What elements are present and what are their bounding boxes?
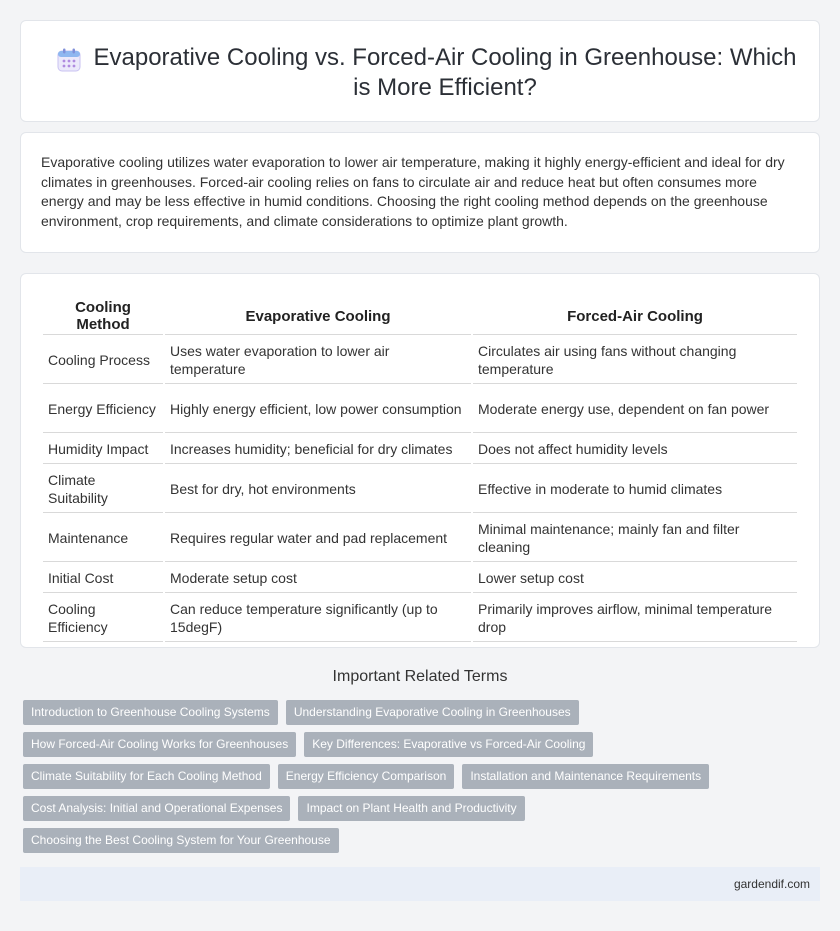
comparison-table — [41, 294, 799, 644]
title-row — [51, 43, 799, 103]
related-term-link[interactable]: How Forced-Air Cooling Works for Greenhouses — [23, 732, 296, 757]
row-label: Climate Suitability — [43, 466, 163, 513]
table-row — [43, 435, 797, 464]
row-label: Cooling Efficiency — [43, 595, 163, 642]
evaporative-cell: Uses water evaporation to lower air temperature — [165, 337, 471, 384]
related-term-link[interactable]: Introduction to Greenhouse Cooling Systems — [23, 700, 278, 725]
footer — [20, 867, 820, 901]
forced-air-cell: Effective in moderate to humid climates — [473, 466, 797, 513]
page-title: Evaporative Cooling vs. Forced-Air Cooling in Greenhouse: Which is More Efficient? — [93, 44, 797, 101]
evaporative-cell: Highly energy efficient, low power consumption — [165, 386, 471, 433]
related-term-link[interactable]: Installation and Maintenance Requirements — [462, 764, 709, 789]
evaporative-cell: Can reduce temperature significantly (up to 15degF) — [165, 595, 471, 642]
row-label: Cooling Process — [43, 337, 163, 384]
table-row — [43, 337, 797, 384]
intro-card — [20, 132, 820, 253]
table-row — [43, 595, 797, 642]
footer-site-link[interactable]: gardendif.com — [733, 877, 810, 891]
table-row — [43, 515, 797, 562]
table-row — [43, 564, 797, 593]
related-term-link[interactable]: Energy Efficiency Comparison — [278, 764, 455, 789]
related-term-link[interactable]: Choosing the Best Cooling System for Your Greenhouse — [23, 828, 339, 853]
related-term-link[interactable]: Impact on Plant Health and Productivity — [298, 796, 524, 821]
evaporative-cell: Best for dry, hot environments — [165, 466, 471, 513]
evaporative-cell: Requires regular water and pad replacement — [165, 515, 471, 562]
calendar-icon — [55, 46, 83, 74]
forced-air-cell: Minimal maintenance; mainly fan and filter cleaning — [473, 515, 797, 562]
header-forced-air: Forced-Air Cooling — [473, 296, 797, 335]
related-term-link[interactable]: Understanding Evaporative Cooling in Greenhouses — [286, 700, 579, 725]
forced-air-cell: Circulates air using fans without changing temperature — [473, 337, 797, 384]
related-term-link[interactable]: Key Differences: Evaporative vs Forced-Air Cooling — [304, 732, 593, 757]
row-label: Humidity Impact — [43, 435, 163, 464]
forced-air-cell: Lower setup cost — [473, 564, 797, 593]
row-label: Energy Efficiency — [43, 386, 163, 433]
related-term-link[interactable]: Climate Suitability for Each Cooling Method — [23, 764, 270, 789]
table-row — [43, 386, 797, 433]
evaporative-cell: Increases humidity; beneficial for dry climates — [165, 435, 471, 464]
row-label: Maintenance — [43, 515, 163, 562]
forced-air-cell: Moderate energy use, dependent on fan power — [473, 386, 797, 433]
evaporative-cell: Moderate setup cost — [165, 564, 471, 593]
related-term-link[interactable]: Cost Analysis: Initial and Operational Expenses — [23, 796, 290, 821]
related-terms-list — [23, 700, 783, 860]
table-row — [43, 466, 797, 513]
intro-paragraph: Evaporative cooling utilizes water evaporation to lower air temperature, making it highly energy-efficient and ideal for dry climates in greenhouses. Forced-air cooling relies on fans to circulate air and reduce heat but often consumes more energy and may be less effective in humid conditions. Choosing the right cooling method depends on the greenhouse environment, crop requirements, and climate considerations to optimize plant growth. — [41, 154, 785, 229]
table-header-row — [43, 296, 797, 335]
row-label: Initial Cost — [43, 564, 163, 593]
header-cooling-method: Cooling Method — [43, 296, 163, 335]
header-evaporative: Evaporative Cooling — [165, 296, 471, 335]
comparison-card — [20, 273, 820, 648]
forced-air-cell: Primarily improves airflow, minimal temperature drop — [473, 595, 797, 642]
related-terms-heading: Important Related Terms — [332, 668, 508, 685]
title-card — [20, 20, 820, 122]
forced-air-cell: Does not affect humidity levels — [473, 435, 797, 464]
